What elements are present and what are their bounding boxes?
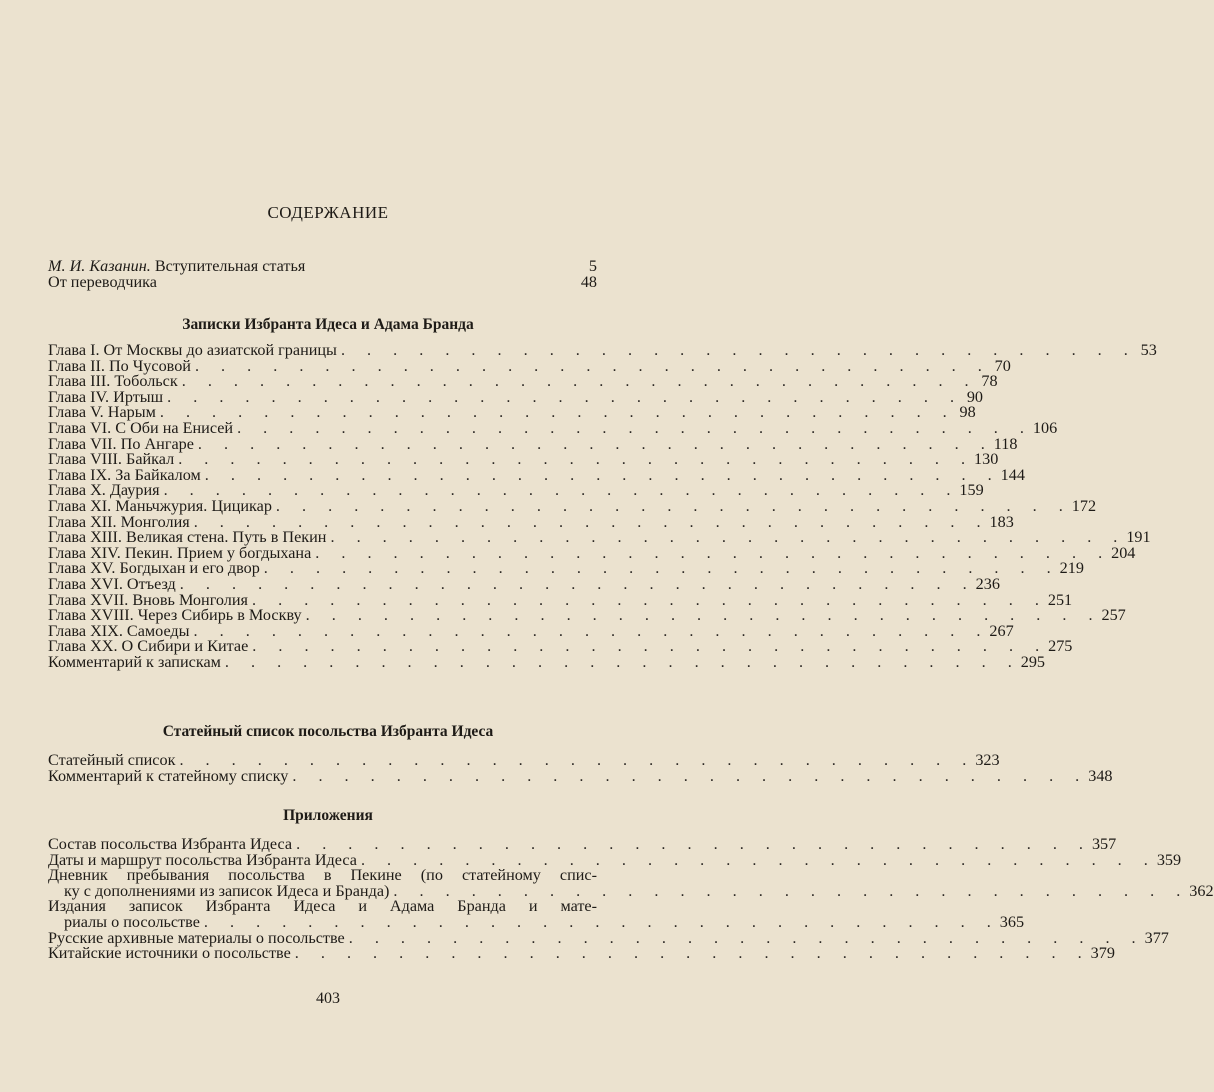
entry-label: Глава XIV. Пекин. Прием у богдыхана	[48, 543, 312, 562]
entry-page: 257	[1101, 606, 1126, 625]
dot-leader: . . . . . . . . . . . . . . . . . . . . . . . . . . . . . . .	[193, 621, 990, 640]
entry-page: 48	[580, 272, 597, 291]
section-entries	[48, 751, 1113, 785]
entry-label: Комментарий к статейному списку	[48, 766, 289, 785]
entry-label: Глава XII. Монголия	[48, 512, 190, 531]
entry-author: М. И. Казанин.	[48, 257, 151, 275]
toc-entry	[48, 944, 1115, 963]
entry-label: Глава VI. С Оби на Енисей	[48, 418, 234, 437]
dot-leader: . . . . . . . . . . . . . . . . . . . . . . . . . . . . . . .	[292, 766, 1089, 785]
dot-leader: . . . . . . . . . . . . . . . . . . . . . . . . . . . . . . .	[263, 559, 1060, 578]
entry-label: Состав посольства Избранта Идеса	[48, 835, 293, 853]
entry-label: Глава V. Нарым	[48, 403, 156, 422]
section-entries	[48, 341, 1157, 671]
entry-page: 379	[1090, 944, 1115, 963]
dot-leader: . . . . . . . . . . . . . . . . . . . . . . . . . . . . . . .	[237, 418, 1033, 437]
section-heading: Записки Избранта Идеса и Адама Бранда	[182, 316, 474, 333]
entry-label: Русские архивные материалы о посольстве	[48, 928, 345, 947]
section-entries	[48, 835, 1214, 963]
entry-label: Китайские источники о посольстве	[48, 944, 291, 963]
entry-label: Статейный список	[48, 751, 176, 769]
entry-page: 130	[974, 450, 999, 469]
entry-label: Вступительная статья	[150, 257, 306, 275]
dot-leader: . . . . . . . . . . . . . . . . . . . . . . . . . . . . . . .	[294, 944, 1091, 963]
entry-page: 183	[989, 512, 1014, 531]
entry-page: 144	[1000, 465, 1025, 484]
entry-page: 118	[993, 434, 1018, 453]
entry-page: 377	[1144, 928, 1169, 947]
dot-leader: . . . . . . . . . . . . . . . . . . . . . . . . . . . . . . .	[178, 450, 975, 469]
entry-label: Глава I. От Москвы до азиатской границы	[48, 341, 337, 359]
dot-leader: . . . . . . . . . . . . . . . . . . . . . . . . . . . . . . .	[305, 606, 1102, 625]
entry-label: Глава IV. Иртыш	[48, 387, 164, 406]
dot-leader: . . . . . . . . . . . . . . . . . . . . . . . . . . . . . . .	[275, 496, 1072, 515]
dot-leader: . . . . . . . . . . . . . . . . . . . . . . . . . . . . . . .	[296, 835, 1092, 853]
dot-leader: . . . . . . . . . . . . . . . . . . . . . . . . . . . . . . .	[194, 356, 991, 375]
entry-page: 236	[975, 574, 1000, 593]
entry-label: Глава III. Тобольск	[48, 372, 178, 391]
dot-leader: . . . . . . . . . . . . . . . . . . . . . . . . . . . . . . .	[203, 912, 1000, 931]
entry-page: 172	[1071, 496, 1097, 515]
entry-page: 191	[1126, 528, 1151, 547]
entry-label: Глава XIII. Великая стена. Путь в Пекин	[48, 528, 327, 547]
toc-entry-multiline	[48, 897, 1025, 931]
entry-page: 359	[1156, 850, 1182, 869]
dot-leader: . . . . . . . . . . . . . . . . . . . . . . . . . . . . . . .	[315, 543, 1112, 562]
entry-page: 348	[1088, 766, 1113, 785]
entry-page: 251	[1047, 590, 1073, 609]
dot-leader: . . . . . . . . . . . . . . . . . . . . . . . . . . . . . . .	[224, 652, 1021, 671]
entry-label: Глава X. Даурия	[48, 481, 160, 500]
entry-label: Глава XVII. Вновь Монголия	[48, 590, 248, 609]
entry-page: 275	[1048, 637, 1073, 656]
entry-page: 323	[975, 751, 1000, 769]
entry-label: Глава XX. О Сибири и Китае	[48, 637, 249, 656]
entry-label: Глава XIX. Самоеды	[48, 621, 190, 640]
entry-label-line: Дневник пребывания посольства в Пекине (по статейному спис-	[48, 866, 597, 885]
entry-label: Глава XVI. Отъезд	[48, 574, 176, 593]
entry-label: Глава XI. Маньчжурия. Цицикар	[48, 496, 272, 515]
dot-leader: . . . . . . . . . . . . . . . . . . . . . . . . . . . . . . .	[197, 434, 994, 453]
dot-leader: . . . . . . . . . . . . . . . . . . . . . . . . . . . . . . .	[181, 372, 978, 391]
entry-label: Комментарий к запискам	[48, 652, 221, 671]
page-title: СОДЕРЖАНИЕ	[267, 203, 389, 222]
dot-leader: . . . . . . . . . . . . . . . . . . . . . . . . . . . . . . .	[159, 403, 956, 422]
entry-page: 267	[989, 621, 1014, 640]
dot-leader: . . . . . . . . . . . . . . . . . . . . . . . . . . . . . . .	[179, 574, 976, 593]
toc-entry-multiline	[48, 866, 1214, 900]
entry-label: Глава IX. За Байкалом	[48, 465, 201, 484]
entry-page: 90	[966, 387, 983, 406]
entry-label: Глава VII. По Ангаре	[48, 434, 194, 453]
dot-leader: . . . . . . . . . . . . . . . . . . . . . . . . . . . . . . .	[167, 387, 963, 406]
dot-leader: . . . . . . . . . . . . . . . . . . . . . . . . . . . . . . .	[179, 751, 976, 769]
dot-leader: . . . . . . . . . . . . . . . . . . . . . . . . . . . . . . .	[340, 341, 1137, 359]
entry-page: 362	[1189, 881, 1214, 900]
entry-label: Глава II. По Чусовой	[48, 356, 191, 375]
dot-leader: . . . . . . . . . . . . . . . . . . . . . . . . . . . . . . .	[330, 528, 1127, 547]
entry-page: 159	[959, 481, 984, 500]
entry-label: Даты и маршрут посольства Избранта Идеса	[48, 850, 357, 869]
dot-leader: . . . . . . . . . . . . . . . . . . . . . . . . . . . . . . .	[163, 481, 960, 500]
section-heading: Приложения	[283, 807, 373, 824]
dot-leader: . . . . . . . . . . . . . . . . . . . . . . . . . . . . . . .	[193, 512, 990, 531]
section-heading: Статейный список посольства Избранта Идеса	[162, 723, 494, 740]
toc-entry	[48, 652, 1046, 671]
dot-leader: . . . . . . . . . . . . . . . . . . . . . . . . . . . . . . .	[204, 465, 1001, 484]
page-number: 403	[316, 990, 340, 1007]
entry-page: 106	[1032, 418, 1058, 437]
entry-label-line: Издания записок Избранта Идеса и Адама Бранда и мате-	[48, 897, 597, 916]
entry-label: Глава VIII. Байкал	[48, 450, 175, 469]
entry-label: От переводчика	[48, 272, 157, 291]
entry-page: 53	[1140, 341, 1157, 359]
entry-page: 219	[1059, 559, 1084, 578]
entry-label: риалы о посольстве	[64, 912, 200, 931]
dot-leader: . . . . . . . . . . . . . . . . . . . . . . . . . . . . . . .	[393, 881, 1190, 900]
entry-label: Глава XVIII. Через Сибирь в Москву	[48, 606, 302, 625]
entry-label: Глава XV. Богдыхан и его двор	[48, 559, 260, 578]
entry-page: 295	[1020, 652, 1046, 671]
toc-entry	[48, 272, 597, 291]
toc-entry	[48, 766, 1113, 785]
dot-leader: . . . . . . . . . . . . . . . . . . . . . . . . . . . . . . .	[360, 850, 1157, 869]
entry-page: 365	[999, 912, 1025, 931]
entry-page: 5	[588, 257, 597, 275]
dot-leader: . . . . . . . . . . . . . . . . . . . . . . . . . . . . . . .	[348, 928, 1145, 947]
dot-leader: . . . . . . . . . . . . . . . . . . . . . . . . . . . . . . .	[252, 590, 1048, 609]
entry-page: 204	[1111, 543, 1136, 562]
entry-page: 98	[959, 403, 976, 422]
intro-block	[48, 259, 597, 290]
dot-leader: . . . . . . . . . . . . . . . . . . . . . . . . . . . . . . .	[252, 637, 1049, 656]
entry-label: ку с дополнениями из записок Идеса и Бранда)	[64, 881, 390, 900]
entry-page: 78	[981, 372, 998, 391]
entry-page: 70	[994, 356, 1011, 375]
entry-page: 357	[1091, 835, 1117, 853]
